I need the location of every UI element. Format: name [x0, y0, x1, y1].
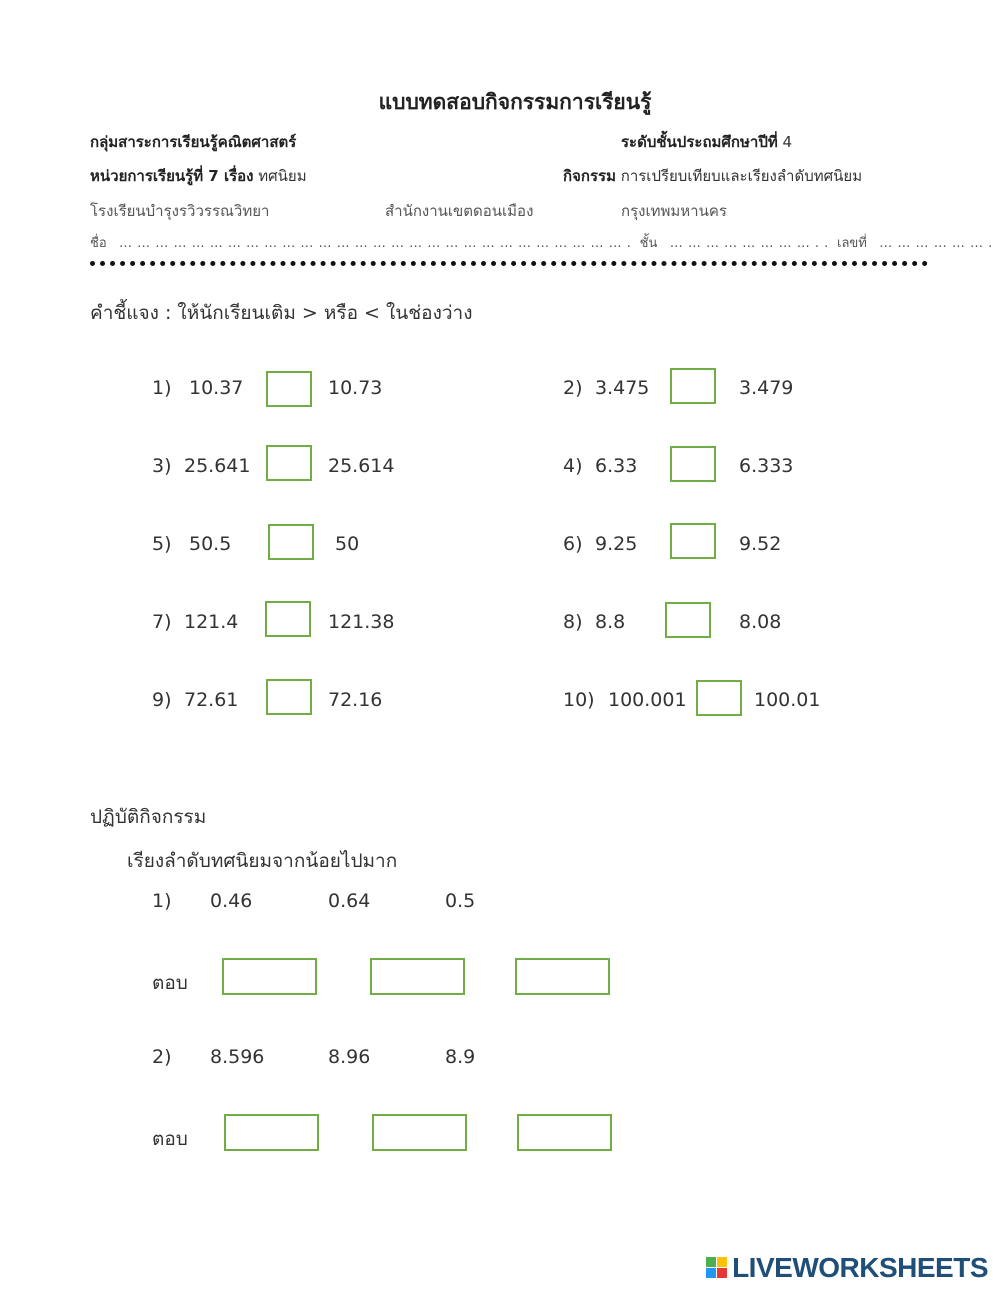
liveworksheets-logo-text: LIVEWORKSHEETS [732, 1252, 988, 1283]
compare-4-input[interactable] [672, 448, 718, 482]
compare-3-left: 25.641 [184, 455, 251, 477]
compare-6-left: 9.25 [595, 533, 638, 555]
practice-2-value-2: 8.96 [328, 1046, 371, 1068]
practice-2-answer-box-2[interactable] [372, 1114, 467, 1151]
practice-2-input-2[interactable] [374, 1116, 469, 1151]
practice-1-value-1: 0.46 [210, 890, 253, 912]
practice-2-label: 2) [152, 1046, 172, 1068]
compare-7-right: 121.38 [328, 611, 395, 633]
compare-9-answer-box[interactable] [266, 679, 312, 715]
compare-2-answer-box[interactable] [670, 368, 716, 404]
compare-5-left: 50.5 [189, 533, 232, 555]
compare-1-label: 1) [152, 377, 172, 399]
grade-level [621, 130, 792, 154]
compare-10-label: 10) [563, 689, 595, 711]
compare-3-right: 25.614 [328, 455, 395, 477]
compare-8-left: 8.8 [595, 611, 626, 633]
compare-5-label: 5) [152, 533, 172, 555]
number-field[interactable]: … … … … … … . [879, 236, 993, 251]
compare-8-right: 8.08 [739, 611, 782, 633]
grade-level-label: ระดับชั้นประถมศึกษาปีที่ [621, 133, 778, 151]
district-office: สำนักงานเขตดอนเมือง [385, 202, 534, 220]
compare-9-label: 9) [152, 689, 172, 711]
compare-9-right: 72.16 [328, 689, 383, 711]
compare-1-left: 10.37 [189, 377, 244, 399]
compare-5-input[interactable] [270, 526, 316, 560]
unit-line [90, 164, 307, 188]
practice-heading: ปฏิบัติกิจกรรม [90, 806, 207, 828]
practice-2-value-1: 8.596 [210, 1046, 265, 1068]
compare-10-input[interactable] [698, 682, 744, 716]
compare-6-input[interactable] [672, 525, 718, 559]
activity-line [563, 164, 862, 188]
city-name: กรุงเทพมหานคร [621, 202, 727, 220]
practice-1-value-3: 0.5 [445, 890, 476, 912]
class-field[interactable]: … … … … … … … … . . [669, 236, 829, 251]
liveworksheets-logo-icon [706, 1257, 728, 1279]
practice-1-value-2: 0.64 [328, 890, 371, 912]
compare-3-answer-box[interactable] [266, 445, 312, 481]
compare-6-answer-box[interactable] [670, 523, 716, 559]
practice-1-answer-label: ตอบ [152, 972, 188, 994]
practice-1-label: 1) [152, 890, 172, 912]
practice-2-answer-box-1[interactable] [224, 1114, 319, 1151]
compare-2-left: 3.475 [595, 377, 650, 399]
worksheet-title: แบบทดสอบกิจกรรมการเรียนรู้ [378, 90, 652, 114]
unit-label: หน่วยการเรียนรู้ที่ 7 เรื่อง [90, 167, 254, 185]
compare-9-input[interactable] [268, 681, 314, 715]
compare-2-label: 2) [563, 377, 583, 399]
practice-1-input-2[interactable] [372, 960, 467, 995]
compare-10-answer-box[interactable] [696, 680, 742, 716]
compare-7-label: 7) [152, 611, 172, 633]
compare-8-label: 8) [563, 611, 583, 633]
practice-2-input-1[interactable] [226, 1116, 321, 1151]
compare-1-answer-box[interactable] [266, 371, 312, 407]
compare-10-left: 100.001 [608, 689, 687, 711]
practice-1-input-3[interactable] [517, 960, 612, 995]
compare-4-left: 6.33 [595, 455, 638, 477]
compare-4-right: 6.333 [739, 455, 794, 477]
activity-value: การเปรียบเทียบและเรียงลำดับทศนิยม [620, 167, 863, 185]
subject-group-text: กลุ่มสาระการเรียนรู้คณิตศาสตร์ [90, 133, 297, 151]
subject-group [90, 130, 296, 154]
practice-2-answer-label: ตอบ [152, 1128, 188, 1150]
compare-4-answer-box[interactable] [670, 446, 716, 482]
compare-8-input[interactable] [667, 604, 713, 638]
grade-level-value: 4 [782, 133, 793, 151]
compare-1-right: 10.73 [328, 377, 383, 399]
compare-3-input[interactable] [268, 447, 314, 481]
school-name: โรงเรียนบำรุงรวิวรรณวิทยา [90, 202, 270, 220]
compare-7-answer-box[interactable] [265, 601, 311, 637]
compare-3-label: 3) [152, 455, 172, 477]
practice-2-answer-box-3[interactable] [517, 1114, 612, 1151]
instruction-text: คำชี้แจง : ให้นักเรียนเติม > หรือ < ในช่องว่าง [90, 302, 473, 324]
class-label: ชั้น [639, 236, 658, 251]
compare-6-right: 9.52 [739, 533, 782, 555]
compare-5-right: 50 [335, 533, 360, 555]
compare-7-left: 121.4 [184, 611, 239, 633]
liveworksheets-logo [706, 1252, 988, 1284]
unit-value: ทศนิยม [258, 167, 307, 185]
practice-1-answer-box-2[interactable] [370, 958, 465, 995]
practice-1-answer-box-3[interactable] [515, 958, 610, 995]
practice-1-input-1[interactable] [224, 960, 319, 995]
practice-1-answer-box-1[interactable] [222, 958, 317, 995]
number-label: เลขที่ [837, 236, 867, 251]
practice-2-input-3[interactable] [519, 1116, 614, 1151]
compare-2-input[interactable] [672, 370, 718, 404]
practice-subheading: เรียงลำดับทศนิยมจากน้อยไปมาก [127, 850, 398, 872]
name-field[interactable]: … … … … … … … … … … … … … … … … … … … … … … … … … … … … . [119, 236, 632, 251]
activity-label: กิจกรรม [563, 167, 616, 185]
student-info-line [90, 232, 993, 253]
compare-6-label: 6) [563, 533, 583, 555]
compare-7-input[interactable] [267, 603, 313, 637]
compare-10-right: 100.01 [754, 689, 821, 711]
header-divider [90, 261, 928, 266]
compare-9-left: 72.61 [184, 689, 239, 711]
compare-8-answer-box[interactable] [665, 602, 711, 638]
compare-2-right: 3.479 [739, 377, 794, 399]
practice-2-value-3: 8.9 [445, 1046, 476, 1068]
compare-5-answer-box[interactable] [268, 524, 314, 560]
name-label: ชื่อ [90, 236, 107, 251]
compare-4-label: 4) [563, 455, 583, 477]
compare-1-input[interactable] [268, 373, 314, 407]
